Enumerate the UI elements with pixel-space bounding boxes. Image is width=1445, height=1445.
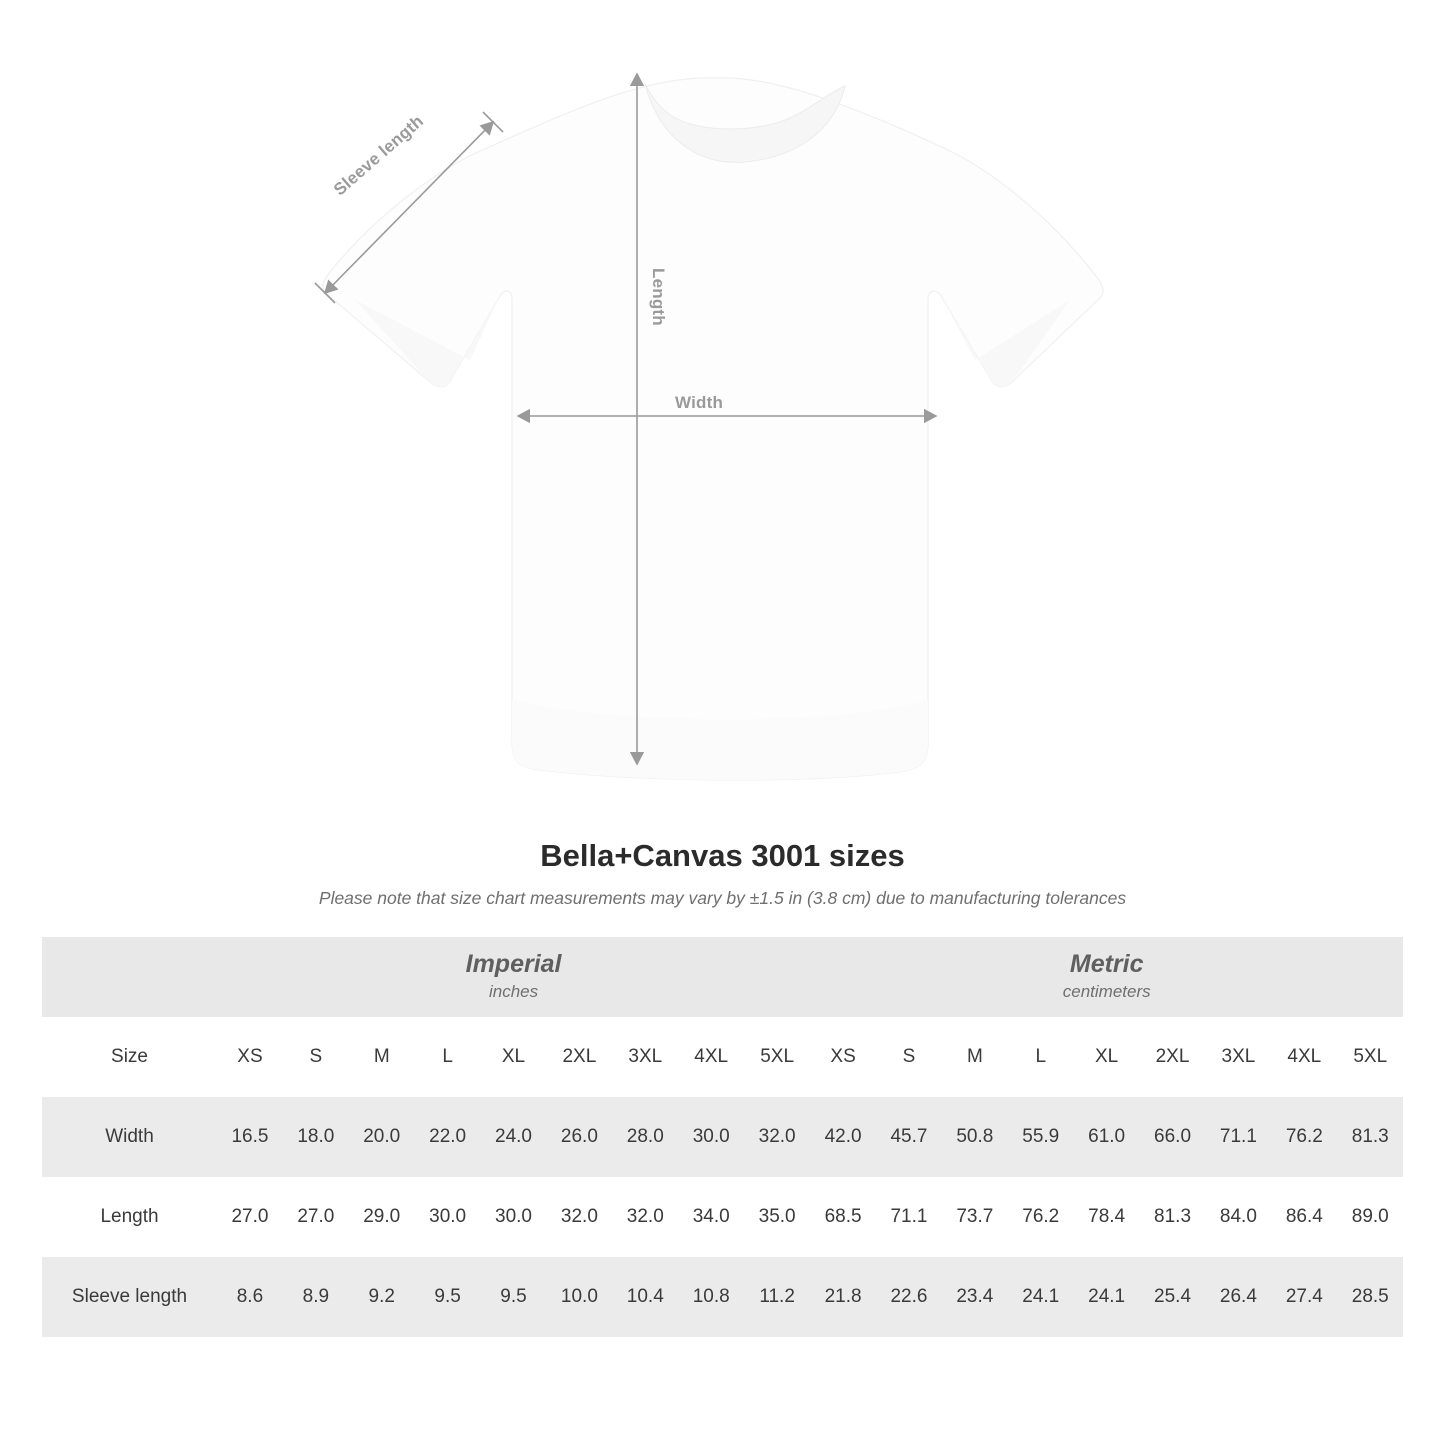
size-header-label: Size [42,1017,217,1097]
table-row [42,1257,1403,1337]
table-cell: 81.3 [1140,1177,1206,1257]
size-header-cell: S [283,1017,349,1097]
table-cell: 10.0 [546,1257,612,1337]
heading-block [0,838,1445,909]
unit-group-imperial-sub: inches [488,981,539,1001]
table-cell: 9.5 [481,1257,547,1337]
table-cell: 71.1 [876,1177,942,1257]
size-table [42,937,1403,1337]
size-header-cell: 2XL [1140,1017,1206,1097]
table-row [42,1097,1403,1177]
size-header-cell: 4XL [678,1017,744,1097]
table-cell: 84.0 [1205,1177,1271,1257]
table-cell: 61.0 [1074,1097,1140,1177]
table-cell: 30.0 [481,1177,547,1257]
table-cell: 55.9 [1008,1097,1074,1177]
table-cell: 11.2 [744,1257,810,1337]
sleeve-length-label: Sleeve length [330,111,428,200]
table-cell: 76.2 [1271,1097,1337,1177]
table-cell: 66.0 [1140,1097,1206,1177]
table-cell: 24.0 [481,1097,547,1177]
table-cell: 34.0 [678,1177,744,1257]
size-header-cell: 3XL [1205,1017,1271,1097]
unit-group-metric-name: Metric [1069,949,1144,978]
table-cell: 24.1 [1008,1257,1074,1337]
table-cell: 22.0 [415,1097,481,1177]
unit-group-imperial-name: Imperial [465,949,562,978]
table-cell: 28.0 [612,1097,678,1177]
table-cell: 30.0 [415,1177,481,1257]
table-cell: 22.6 [876,1257,942,1337]
table-cell: 45.7 [876,1097,942,1177]
table-cell: 9.5 [415,1257,481,1337]
table-cell: 71.1 [1205,1097,1271,1177]
size-header-cell: XL [1074,1017,1140,1097]
row-label-length: Length [42,1177,217,1257]
size-header-cell: XS [217,1017,283,1097]
unit-group-metric [810,937,1403,1017]
table-cell: 8.9 [283,1257,349,1337]
table-cell: 50.8 [942,1097,1008,1177]
table-cell: 32.0 [612,1177,678,1257]
table-cell: 42.0 [810,1097,876,1177]
size-header-row [42,1017,1403,1097]
size-header-cell: 2XL [546,1017,612,1097]
table-cell: 21.8 [810,1257,876,1337]
table-cell: 81.3 [1337,1097,1403,1177]
unit-group-imperial [217,937,810,1017]
size-header-cell: L [1008,1017,1074,1097]
table-cell: 32.0 [546,1177,612,1257]
length-label: Length [649,268,668,326]
row-label-width: Width [42,1097,217,1177]
size-header-cell: M [942,1017,1008,1097]
table-cell: 27.0 [217,1177,283,1257]
width-label: Width [675,393,724,412]
size-header-cell: S [876,1017,942,1097]
table-cell: 8.6 [217,1257,283,1337]
table-row [42,1177,1403,1257]
table-cell: 9.2 [349,1257,415,1337]
table-cell: 27.4 [1271,1257,1337,1337]
row-label-sleeve-length: Sleeve length [42,1257,217,1337]
table-cell: 32.0 [744,1097,810,1177]
size-header-cell: 5XL [1337,1017,1403,1097]
tolerance-note: Please note that size chart measurements may vary by ±1.5 in (3.8 cm) due to manufacturing tolerances [318,888,1127,908]
table-cell: 26.4 [1205,1257,1271,1337]
unit-group-spacer [42,937,217,1017]
size-header-cell: M [349,1017,415,1097]
size-header-cell: XL [481,1017,547,1097]
table-cell: 68.5 [810,1177,876,1257]
table-cell: 29.0 [349,1177,415,1257]
size-header-cell: 5XL [744,1017,810,1097]
size-header-cell: XS [810,1017,876,1097]
tshirt-shape [323,78,1103,780]
table-cell: 10.8 [678,1257,744,1337]
size-header-cell: 3XL [612,1017,678,1097]
size-table-wrapper [42,937,1403,1337]
size-header-cell: L [415,1017,481,1097]
table-cell: 20.0 [349,1097,415,1177]
size-header-cell: 4XL [1271,1017,1337,1097]
table-cell: 24.1 [1074,1257,1140,1337]
table-cell: 76.2 [1008,1177,1074,1257]
table-cell: 16.5 [217,1097,283,1177]
table-cell: 27.0 [283,1177,349,1257]
table-cell: 23.4 [942,1257,1008,1337]
unit-group-row [42,937,1403,1017]
table-cell: 30.0 [678,1097,744,1177]
unit-group-metric-sub: centimeters [1062,981,1151,1001]
table-cell: 10.4 [612,1257,678,1337]
table-cell: 78.4 [1074,1177,1140,1257]
table-cell: 86.4 [1271,1177,1337,1257]
table-cell: 35.0 [744,1177,810,1257]
table-cell: 26.0 [546,1097,612,1177]
table-cell: 18.0 [283,1097,349,1177]
table-cell: 73.7 [942,1177,1008,1257]
page-title: Bella+Canvas 3001 sizes [540,838,905,873]
table-cell: 28.5 [1337,1257,1403,1337]
table-cell: 25.4 [1140,1257,1206,1337]
table-cell: 89.0 [1337,1177,1403,1257]
